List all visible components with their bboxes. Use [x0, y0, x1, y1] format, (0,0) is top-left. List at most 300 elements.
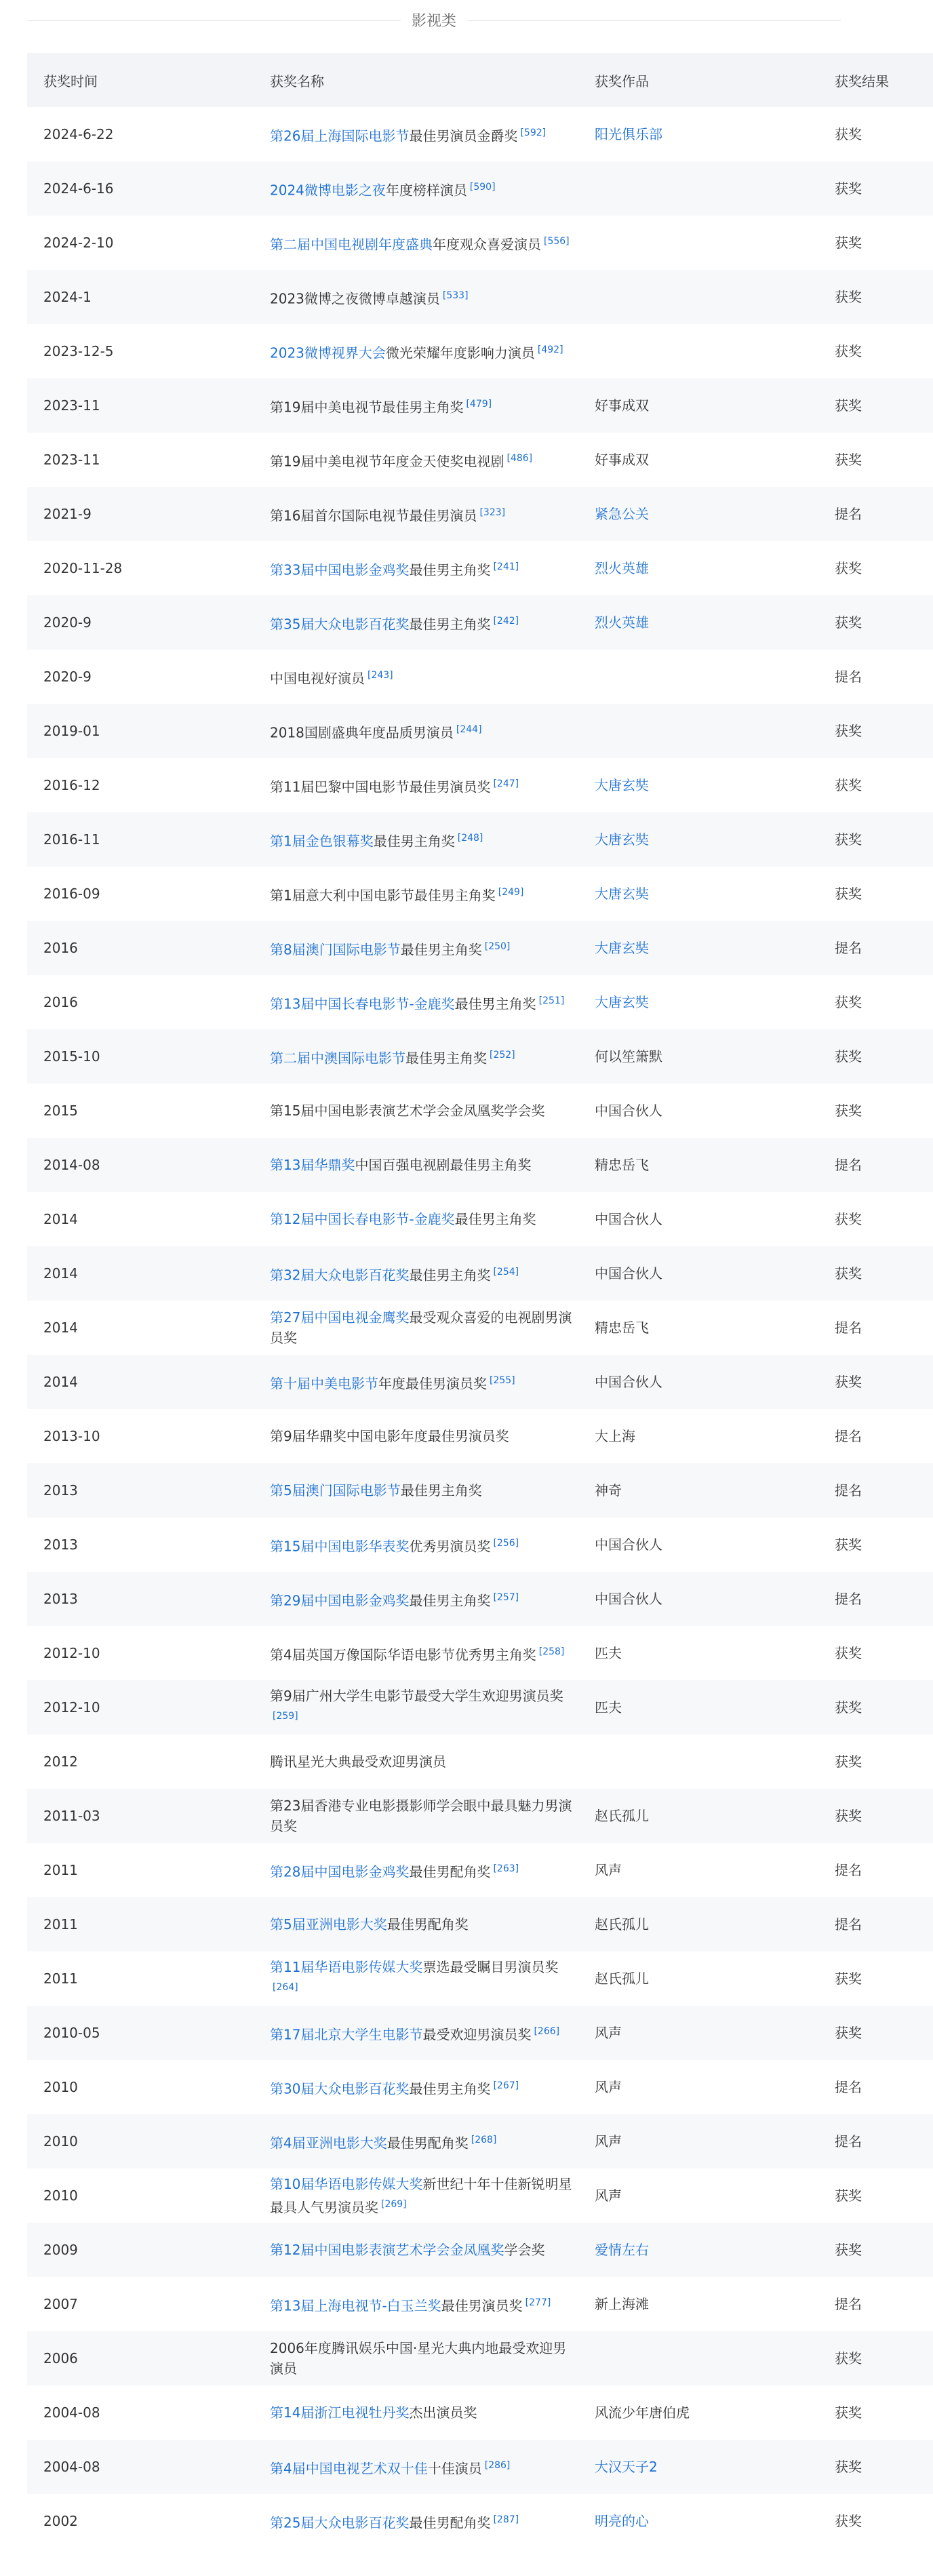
award-text: 2023微博之夜微博卓越演员: [270, 290, 440, 307]
reference-link[interactable]: [266]: [534, 2025, 560, 2037]
cell-work: [578, 1680, 818, 1735]
cell-work: [578, 487, 818, 541]
work-text: 精忠岳飞: [595, 1157, 649, 1173]
cell-work: [578, 2277, 818, 2331]
cell-result: 提名: [818, 487, 933, 541]
award-text: 最佳男配角奖: [386, 1916, 469, 1933]
reference-link[interactable]: [243]: [368, 669, 393, 681]
cell-award-name: [254, 812, 578, 867]
award-text: 最佳男主角奖: [454, 1211, 536, 1227]
cell-award-name: [254, 487, 578, 541]
award-text: 年度最佳男演员奖: [378, 1375, 487, 1392]
award-link[interactable]: 第1届金色银幕奖: [270, 833, 374, 850]
award-text: 最佳男主角奖: [409, 1267, 491, 1284]
table-row: [27, 1355, 933, 1409]
cell-work: [578, 975, 818, 1029]
award-link[interactable]: 第29届中国电影金鸡奖: [270, 1592, 410, 1609]
table-row: [27, 2114, 933, 2168]
cell-work: [578, 1463, 818, 1518]
cell-award-name: [254, 1084, 578, 1138]
cell-time: 2012-10: [43, 1645, 100, 1661]
cell-time: 2023-11: [43, 452, 100, 468]
award-link[interactable]: 第11届华语电影传媒大奖: [270, 1958, 423, 1975]
work-link[interactable]: 烈火英雄: [595, 560, 649, 576]
reference-link[interactable]: [255]: [490, 1374, 515, 1386]
cell-result: 获奖: [818, 2331, 933, 2385]
reference-link[interactable]: [247]: [493, 778, 519, 789]
table-row: [27, 1463, 933, 1518]
reference-link[interactable]: [254]: [493, 1266, 519, 1277]
award-link[interactable]: 第30届大众电影百花奖: [270, 2080, 410, 2097]
table-header-row: [27, 53, 933, 107]
cell-result: 获奖: [818, 1789, 933, 1843]
work-link[interactable]: 大唐玄奘: [595, 777, 649, 793]
cell-result: 获奖: [835, 1753, 862, 1770]
reference-link[interactable]: [264]: [273, 1981, 298, 1993]
award-text: 杰出演员奖: [409, 2404, 477, 2421]
work-link[interactable]: 大汉天子2: [595, 2459, 658, 2475]
cell-award-name: [254, 541, 578, 595]
cell-work: [578, 378, 818, 433]
cell-result: 提名: [835, 1862, 862, 1878]
cell-award-name: [254, 921, 578, 975]
work-link[interactable]: 大唐玄奘: [595, 886, 649, 902]
award-link[interactable]: 第35届大众电影百花奖: [270, 616, 410, 633]
award-link[interactable]: 2023微博视界大会: [270, 344, 386, 361]
award-text: 最佳男主角奖: [409, 561, 491, 578]
cell-result: 获奖: [835, 2404, 862, 2421]
cell-work: [578, 812, 818, 867]
award-link[interactable]: 第14届浙江电视牡丹奖: [270, 2404, 410, 2421]
award-text: 中国电视好演员: [270, 670, 365, 687]
reference-link[interactable]: [259]: [273, 1710, 298, 1722]
cell-award-name: [254, 2060, 578, 2114]
award-link[interactable]: 第13届上海电视节-白玉兰奖: [270, 2297, 441, 2314]
cell-award-name: [254, 216, 578, 270]
award-text: 第9届广州大学生电影节最受大学生欢迎男演员奖: [270, 1687, 563, 1704]
award-link[interactable]: 第26届上海国际电影节: [270, 127, 410, 144]
cell-result: 获奖: [835, 452, 862, 468]
cell-work: [578, 1029, 818, 1084]
cell-time: 2004-08: [43, 2404, 100, 2421]
cell-result: 获奖: [818, 704, 933, 758]
cell-time: 2011: [27, 1897, 254, 1951]
cell-result: 获奖: [835, 1211, 862, 1227]
reference-link[interactable]: [251]: [538, 995, 565, 1006]
award-link[interactable]: 第二届中澳国际电影节: [270, 1050, 405, 1067]
work-link[interactable]: 大唐玄奘: [595, 831, 649, 848]
cell-work: [578, 1246, 818, 1301]
cell-time: 2011-03: [27, 1789, 254, 1843]
work-link[interactable]: 阳光俱乐部: [595, 126, 662, 142]
cell-result: 获奖: [835, 126, 862, 142]
table-row: [27, 1572, 933, 1626]
reference-link[interactable]: [258]: [538, 1646, 565, 1657]
work-link[interactable]: 紧急公关: [595, 506, 649, 522]
award-text: 最佳男配角奖: [409, 2514, 491, 2531]
cell-result: 提名: [835, 1320, 862, 1336]
cell-award-name: [254, 1518, 578, 1572]
cell-result: 获奖: [818, 1680, 933, 1735]
cell-work: [578, 161, 818, 216]
award-link[interactable]: 第10届华语电影传媒大奖: [270, 2175, 423, 2192]
reference-link[interactable]: [252]: [490, 1049, 515, 1061]
table-row: [27, 758, 933, 812]
award-link[interactable]: 第25届大众电影百花奖: [270, 2514, 410, 2531]
table-row: [27, 433, 933, 487]
cell-work: [578, 2385, 818, 2440]
award-text: 学会奖: [504, 2242, 545, 2258]
cell-work: [578, 433, 818, 487]
cell-award-name: [254, 2385, 578, 2440]
work-text: 匹夫: [595, 1699, 622, 1716]
cell-award-name: [254, 1572, 578, 1626]
cell-time: 2011: [43, 1862, 78, 1878]
award-text: 第23届香港专业电影摄影师学会眼中最具魅力男演员奖: [270, 1798, 572, 1834]
cell-award-name: [254, 1355, 578, 1409]
cell-time: 2004-08: [27, 2440, 254, 2494]
work-text: 何以笙箫默: [595, 1048, 662, 1065]
cell-result: 获奖: [818, 2440, 933, 2494]
award-text: 腾讯星光大典最受欢迎男演员: [270, 1753, 446, 1770]
cell-award-name: [254, 378, 578, 433]
award-text: 最佳男主角奖: [400, 941, 482, 958]
cell-work: [578, 650, 818, 704]
work-text: 风声: [595, 2187, 622, 2204]
cell-result: 提名: [835, 2296, 862, 2312]
award-text: 最佳男主角奖: [409, 2080, 491, 2097]
cell-result: 获奖: [818, 2223, 933, 2277]
cell-result: 获奖: [835, 560, 862, 576]
cell-time: 2014: [27, 1355, 254, 1409]
work-text: 风声: [595, 2025, 622, 2041]
cell-award-name: [254, 650, 578, 704]
cell-result: 获奖: [835, 1645, 862, 1661]
award-text: 最受欢迎男演员奖: [422, 2026, 532, 2043]
award-link[interactable]: 第13届华鼎奖: [270, 1157, 355, 1173]
table-row: [27, 704, 933, 758]
table-row: [27, 487, 933, 541]
award-link[interactable]: 第15届中国电影华表奖: [270, 1538, 410, 1555]
table-row: [27, 1843, 933, 1897]
reference-link[interactable]: [250]: [484, 940, 511, 952]
work-text: 赵氏孤儿: [595, 1970, 649, 1987]
reference-link[interactable]: [592]: [520, 127, 547, 138]
cell-work: [578, 1301, 818, 1355]
cell-award-name: [254, 2494, 578, 2548]
table-row: [27, 975, 933, 1029]
award-text: 优秀男演员奖: [409, 1538, 491, 1555]
work-text: 赵氏孤儿: [595, 1916, 649, 1933]
cell-work: [578, 1138, 818, 1192]
reference-link[interactable]: [256]: [493, 1537, 519, 1549]
award-link[interactable]: 第二届中国电视剧年度盛典: [270, 236, 433, 253]
cell-award-name: [254, 1789, 578, 1843]
cell-work: [578, 1355, 818, 1409]
cell-award-name: [254, 1029, 578, 1084]
reference-link[interactable]: [242]: [493, 615, 519, 627]
work-text: 神奇: [595, 1482, 622, 1499]
award-link[interactable]: 第13届中国长春电影节-金鹿奖: [270, 995, 455, 1012]
table-row: [27, 1084, 933, 1138]
reference-link[interactable]: [248]: [457, 832, 483, 844]
award-link[interactable]: 第17届北京大学生电影节: [270, 2026, 423, 2043]
award-link[interactable]: 第5届澳门国际电影节: [270, 1482, 401, 1499]
award-text: 第4届英国万像国际华语电影节优秀男主角奖: [270, 1646, 536, 1663]
cell-result: 提名: [835, 669, 862, 685]
cell-time: 2010-05: [27, 2006, 254, 2060]
reference-link[interactable]: [244]: [456, 724, 482, 735]
cell-result: 提名: [818, 1897, 933, 1951]
cell-time: 2013: [27, 1572, 254, 1626]
reference-link[interactable]: [533]: [442, 290, 469, 301]
reference-link[interactable]: [277]: [525, 2297, 551, 2308]
cell-work: [578, 2331, 818, 2385]
table-row: [27, 2060, 933, 2114]
reference-link[interactable]: [257]: [493, 1591, 519, 1603]
award-text: 票选最受瞩目男演员奖: [422, 1958, 559, 1975]
cell-work: [578, 867, 818, 921]
cell-award-name: [254, 704, 578, 758]
award-text: 2018国剧盛典年度品质男演员: [270, 724, 454, 741]
cell-work: [578, 921, 818, 975]
work-text: 新上海滩: [595, 2296, 649, 2312]
work-link[interactable]: 烈火英雄: [595, 614, 649, 631]
work-text: 风声: [595, 2079, 622, 2095]
cell-time: 2014: [43, 1211, 78, 1227]
cell-time: 2024-2-10: [43, 235, 114, 251]
cell-work: [578, 1192, 818, 1246]
table-row: [27, 1301, 933, 1355]
cell-work: [578, 1084, 818, 1138]
cell-award-name: [254, 107, 578, 161]
award-text: 最佳男主角奖: [409, 1592, 491, 1609]
reference-link[interactable]: [492]: [537, 344, 563, 355]
cell-result: 获奖: [818, 270, 933, 324]
cell-time: 2016-09: [43, 886, 100, 902]
cell-time: 2016: [27, 921, 254, 975]
award-text: 年度榜样演员: [385, 182, 467, 199]
cell-award-name: [254, 1735, 578, 1789]
table-row: [27, 1246, 933, 1301]
cell-work: [578, 1789, 818, 1843]
cell-result: 获奖: [835, 343, 862, 359]
table-row: [27, 1680, 933, 1735]
cell-work: [578, 595, 818, 650]
award-text: 最佳男主角奖: [454, 995, 536, 1012]
cell-work: [578, 2168, 818, 2223]
table-row: [27, 1789, 933, 1843]
cell-time: 2024-6-16: [27, 161, 254, 216]
cell-result: 获奖: [835, 886, 862, 902]
cell-result: 获奖: [835, 777, 862, 793]
cell-award-name: [254, 2168, 578, 2223]
cell-time: 2016-12: [43, 777, 100, 793]
cell-time: 2007: [43, 2296, 78, 2312]
reference-link[interactable]: [479]: [466, 398, 492, 410]
award-link[interactable]: 第4届亚洲电影大奖: [270, 2135, 387, 2152]
cell-award-name: [254, 2006, 578, 2060]
cell-time: 2010: [43, 2187, 78, 2204]
cell-result: 获奖: [818, 2006, 933, 2060]
cell-award-name: [254, 1409, 578, 1463]
reference-link[interactable]: [556]: [544, 235, 570, 247]
award-text: 新世纪十年十佳新锐明星最具人气男演员奖: [270, 2175, 572, 2216]
cell-result: 获奖: [818, 595, 933, 650]
table-row: [27, 2385, 933, 2440]
cell-award-name: [254, 433, 578, 487]
award-text: 中国百强电视剧最佳男主角奖: [355, 1157, 532, 1173]
work-text: 好事成双: [595, 397, 649, 414]
cell-time: 2023-11: [27, 378, 254, 433]
award-link[interactable]: 第5届亚洲电影大奖: [270, 1916, 387, 1933]
cell-award-name: [254, 1626, 578, 1680]
table-row: [27, 324, 933, 378]
cell-work: [578, 1626, 818, 1680]
cell-time: 2010: [43, 2079, 78, 2095]
cell-work: [578, 704, 818, 758]
award-link[interactable]: 第33届中国电影金鸡奖: [270, 561, 410, 578]
award-text: 最佳男配角奖: [386, 2135, 469, 2152]
table-row: [27, 2006, 933, 2060]
cell-work: [578, 1897, 818, 1951]
cell-award-name: [254, 2223, 578, 2277]
cell-work: [578, 1843, 818, 1897]
cell-time: 2014-08: [27, 1138, 254, 1192]
table-row: [27, 378, 933, 433]
cell-work: [578, 2440, 818, 2494]
table-row: [27, 161, 933, 216]
award-text: 最佳男主角奖: [373, 833, 455, 850]
work-link[interactable]: 大唐玄奘: [595, 994, 649, 1010]
reference-link[interactable]: [269]: [381, 2198, 407, 2210]
cell-result: 提名: [835, 1428, 862, 1444]
cell-time: 2015-10: [27, 1029, 254, 1084]
cell-time: 2011: [43, 1970, 78, 1987]
work-link[interactable]: 爱情左右: [595, 2242, 649, 2258]
award-link[interactable]: 第8届澳门国际电影节: [270, 941, 401, 958]
reference-link[interactable]: [263]: [493, 1863, 519, 1874]
cell-time: 2016-11: [27, 812, 254, 867]
award-text: 第15届中国电影表演艺术学会金凤凰奖学会奖: [270, 1103, 545, 1119]
cell-work: [578, 758, 818, 812]
reference-link[interactable]: [486]: [507, 452, 533, 464]
table-row: [27, 1518, 933, 1572]
cell-award-name: [254, 2440, 578, 2494]
cell-award-name: [254, 975, 578, 1029]
cell-time: 2015: [43, 1103, 78, 1119]
awards-body: [27, 107, 933, 2548]
cell-award-name: [254, 161, 578, 216]
cell-work: [578, 107, 818, 161]
section-title: 影视类: [401, 9, 467, 31]
cell-time: 2009: [27, 2223, 254, 2277]
work-text: 中国合伙人: [595, 1374, 662, 1390]
work-link[interactable]: 大唐玄奘: [595, 940, 649, 956]
cell-result: 获奖: [818, 1246, 933, 1301]
cell-work: [578, 1951, 818, 2006]
table-row: [27, 867, 933, 921]
cell-time: 2012-10: [27, 1680, 254, 1735]
table-row: [27, 650, 933, 704]
cell-time: 2013: [27, 1463, 254, 1518]
cell-time: 2006: [27, 2331, 254, 2385]
cell-work: [578, 2223, 818, 2277]
cell-award-name: [254, 1192, 578, 1246]
award-text: 第1届意大利中国电影节最佳男主角奖: [270, 887, 496, 904]
cell-award-name: [254, 1301, 578, 1355]
reference-link[interactable]: [323]: [479, 507, 506, 518]
award-link[interactable]: 第4届中国电视艺术双十佳: [270, 2460, 428, 2477]
header-name: 获奖名称: [254, 53, 578, 107]
reference-link[interactable]: [590]: [469, 181, 496, 193]
cell-work: [578, 1518, 818, 1572]
awards-table: [27, 53, 933, 2548]
award-link[interactable]: 第32届大众电影百花奖: [270, 1267, 410, 1284]
table-row: [27, 2223, 933, 2277]
cell-result: 获奖: [835, 994, 862, 1010]
award-text: 微光荣耀年度影响力演员: [385, 344, 535, 361]
reference-link[interactable]: [241]: [493, 561, 519, 572]
cell-work: [578, 270, 818, 324]
cell-award-name: [254, 595, 578, 650]
cell-award-name: [254, 1843, 578, 1897]
award-link[interactable]: 第28届中国电影金鸡奖: [270, 1863, 410, 1880]
work-text: 风声: [595, 1862, 622, 1878]
table-row: [27, 2494, 933, 2548]
work-link[interactable]: 明亮的心: [595, 2513, 649, 2529]
cell-result: 提名: [818, 2114, 933, 2168]
work-text: 风声: [595, 2133, 622, 2149]
cell-time: 2012: [43, 1753, 78, 1770]
table-row: [27, 2331, 933, 2385]
award-link[interactable]: 2024微博电影之夜: [270, 182, 386, 199]
award-text: 最受观众喜爱的电视剧男演员奖: [270, 1309, 572, 1346]
cell-award-name: [254, 1138, 578, 1192]
award-text: 最佳男主角奖: [409, 616, 491, 633]
header-result: 获奖结果: [818, 53, 933, 107]
cell-result: 获奖: [835, 235, 862, 251]
cell-time: 2020-9: [43, 669, 92, 685]
table-row: [27, 595, 933, 650]
award-text: 最佳男主角奖: [400, 1482, 482, 1499]
reference-link[interactable]: [286]: [484, 2459, 511, 2471]
reference-link[interactable]: [287]: [493, 2514, 519, 2525]
award-link[interactable]: 第十届中美电影节: [270, 1375, 378, 1392]
cell-time: 2014: [43, 1320, 78, 1336]
work-text: 赵氏孤儿: [595, 1808, 649, 1824]
award-link[interactable]: 第12届中国长春电影节-金鹿奖: [270, 1211, 455, 1227]
award-link[interactable]: 第12届中国电影表演艺术学会金凤凰奖: [270, 2242, 504, 2258]
reference-link[interactable]: [267]: [493, 2080, 519, 2091]
award-text: 最佳男演员金爵奖: [409, 127, 518, 144]
cell-time: 2020-9: [27, 595, 254, 650]
reference-link[interactable]: [268]: [471, 2134, 497, 2145]
reference-link[interactable]: [249]: [498, 886, 524, 898]
table-row: [27, 1192, 933, 1246]
award-text: 第19届中美电视节年度金天使奖电视剧: [270, 453, 504, 470]
work-text: 风流少年唐伯虎: [595, 2404, 690, 2421]
cell-time: 2019-01: [27, 704, 254, 758]
cell-time: 2013-10: [43, 1428, 100, 1444]
cell-result: 获奖: [835, 1103, 862, 1119]
cell-time: 2020-11-28: [43, 560, 123, 576]
award-link[interactable]: 第27届中国电视金鹰奖: [270, 1309, 410, 1326]
work-text: 中国合伙人: [595, 1537, 662, 1553]
table-row: [27, 2277, 933, 2331]
cell-result: 提名: [818, 921, 933, 975]
cell-result: 提名: [818, 1138, 933, 1192]
